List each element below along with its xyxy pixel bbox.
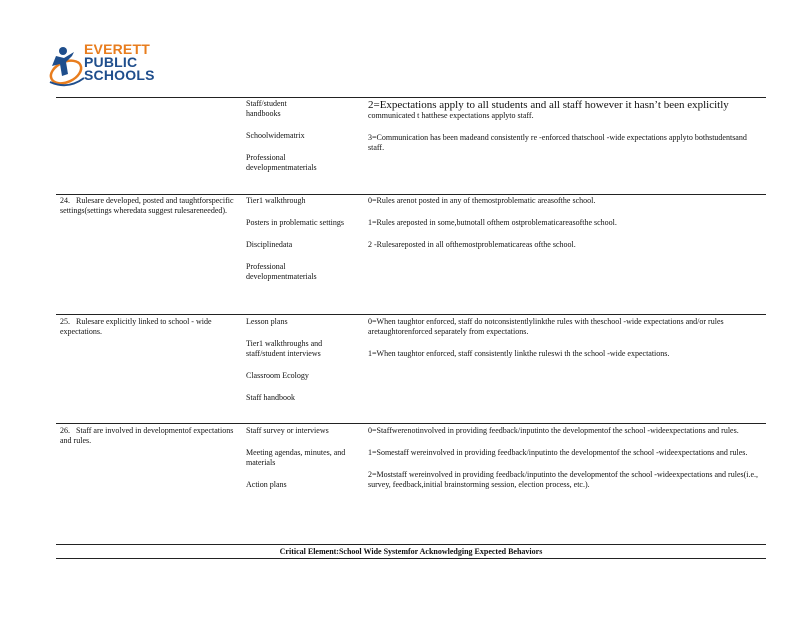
scoring-cell: [368, 426, 764, 502]
evidence-item: Staff survey or interviews: [246, 426, 329, 435]
scoring-text-rest: communicated t hatthese expectations applyto staff.: [368, 111, 534, 120]
scoring-text: [368, 99, 764, 121]
scoring-item: 0=Rules arenot posted in any of themostproblematic areasofthe school.: [368, 196, 596, 205]
element-text: Staff are involved in developmentof expectations and rules.: [60, 426, 234, 445]
element-text: Rulesare explicitly linked to school - wide expectations.: [60, 317, 212, 336]
evidence-item: Professional developmentmaterials: [246, 262, 317, 281]
scoring-item: 1=When taughtor enforced, staff consistently linkthe ruleswi th the school -wide expectations.: [368, 349, 670, 358]
scoring-cell: [368, 99, 764, 165]
scoring-item: 0=When taughtor enforced, staff do notconsistentlylinkthe rules with theschool -wide expectations and/or rules aretaughtorenforced separately from expectations.: [368, 317, 724, 336]
scoring-item: 1=Rules areposted in some,butnotall ofthem ostproblematicareasofthe school.: [368, 218, 617, 227]
evidence-item: Staff handbook: [246, 393, 295, 402]
section-heading: Critical Element:School Wide Systemfor Acknowledging Expected Behaviors: [279, 547, 543, 556]
evidence-item: Disciplinedata: [246, 240, 293, 249]
scoring-item: [368, 99, 764, 121]
logo-line-3: SCHOOLS: [84, 67, 155, 83]
evidence-item: Action plans: [246, 480, 287, 489]
evidence-item: Staff/student handbooks: [246, 99, 287, 118]
row-divider: [56, 194, 766, 195]
scoring-cell: [368, 196, 764, 262]
row-divider: [56, 314, 766, 315]
scoring-cell: [368, 317, 764, 371]
element-cell: [60, 317, 236, 337]
element-cell: [60, 196, 236, 216]
evidence-item: Professional developmentmaterials: [246, 153, 317, 172]
row-divider: [56, 544, 766, 545]
evidence-cell: [246, 196, 362, 294]
logo-line-1: EVERETT: [84, 41, 150, 57]
figure-with-swoosh-icon: [48, 47, 85, 88]
evidence-item: Meeting agendas, minutes, and materials: [246, 448, 346, 467]
row-number: 25.: [60, 317, 70, 326]
scoring-item: 0=Staffwerenotinvolved in providing feedback/inputinto the developmentof the school -wideexpectations and rules.: [368, 426, 739, 435]
evidence-item: Tier1 walkthrough: [246, 196, 306, 205]
scoring-item: 1=Somestaff wereinvolved in providing feedback/inputinto the developmentof the school -wideexpectations and rules.: [368, 448, 748, 457]
evidence-cell: [246, 99, 362, 185]
scoring-item: 3=Communication has been madeand consistently re -enforced thatschool -wide expectations applyto bothstudentsand staff.: [368, 133, 747, 152]
element-cell: [60, 426, 236, 446]
evidence-item: Tier1 walkthroughs and staff/student interviews: [246, 339, 323, 358]
evidence-item: Posters in problematic settings: [246, 218, 344, 227]
table-bottom-rule: [56, 558, 766, 559]
row-number: 24.: [60, 196, 70, 205]
scoring-item: 2 -Rulesareposted in all ofthemostproblematicareas ofthe school.: [368, 240, 576, 249]
evidence-item: Classroom Ecology: [246, 371, 309, 380]
evidence-item: Lesson plans: [246, 317, 288, 326]
evidence-item: Schoolwidematrix: [246, 131, 305, 140]
element-text: Rulesare developed, posted and taughtforspecific settings(settings wheredata suggest rulesareneeded).: [60, 196, 234, 215]
evidence-cell: [246, 317, 362, 415]
scoring-item: 2=Moststaff wereinvolved in providing feedback/inputinto the developmentof the school -wideexpectations and rules(i.e., survey, feedback,initial brainstorming session, election process, etc.).: [368, 470, 759, 489]
row-divider: [56, 423, 766, 424]
scoring-text-lead: 2=Expectations apply to all students and all staff however it hasn’t been explicitly: [368, 99, 729, 111]
row-number: 26.: [60, 426, 70, 435]
evidence-cell: [246, 426, 362, 502]
logo-line-2: PUBLIC: [84, 54, 138, 70]
table-top-rule: [56, 97, 766, 98]
logo-wordmark: [84, 43, 155, 82]
